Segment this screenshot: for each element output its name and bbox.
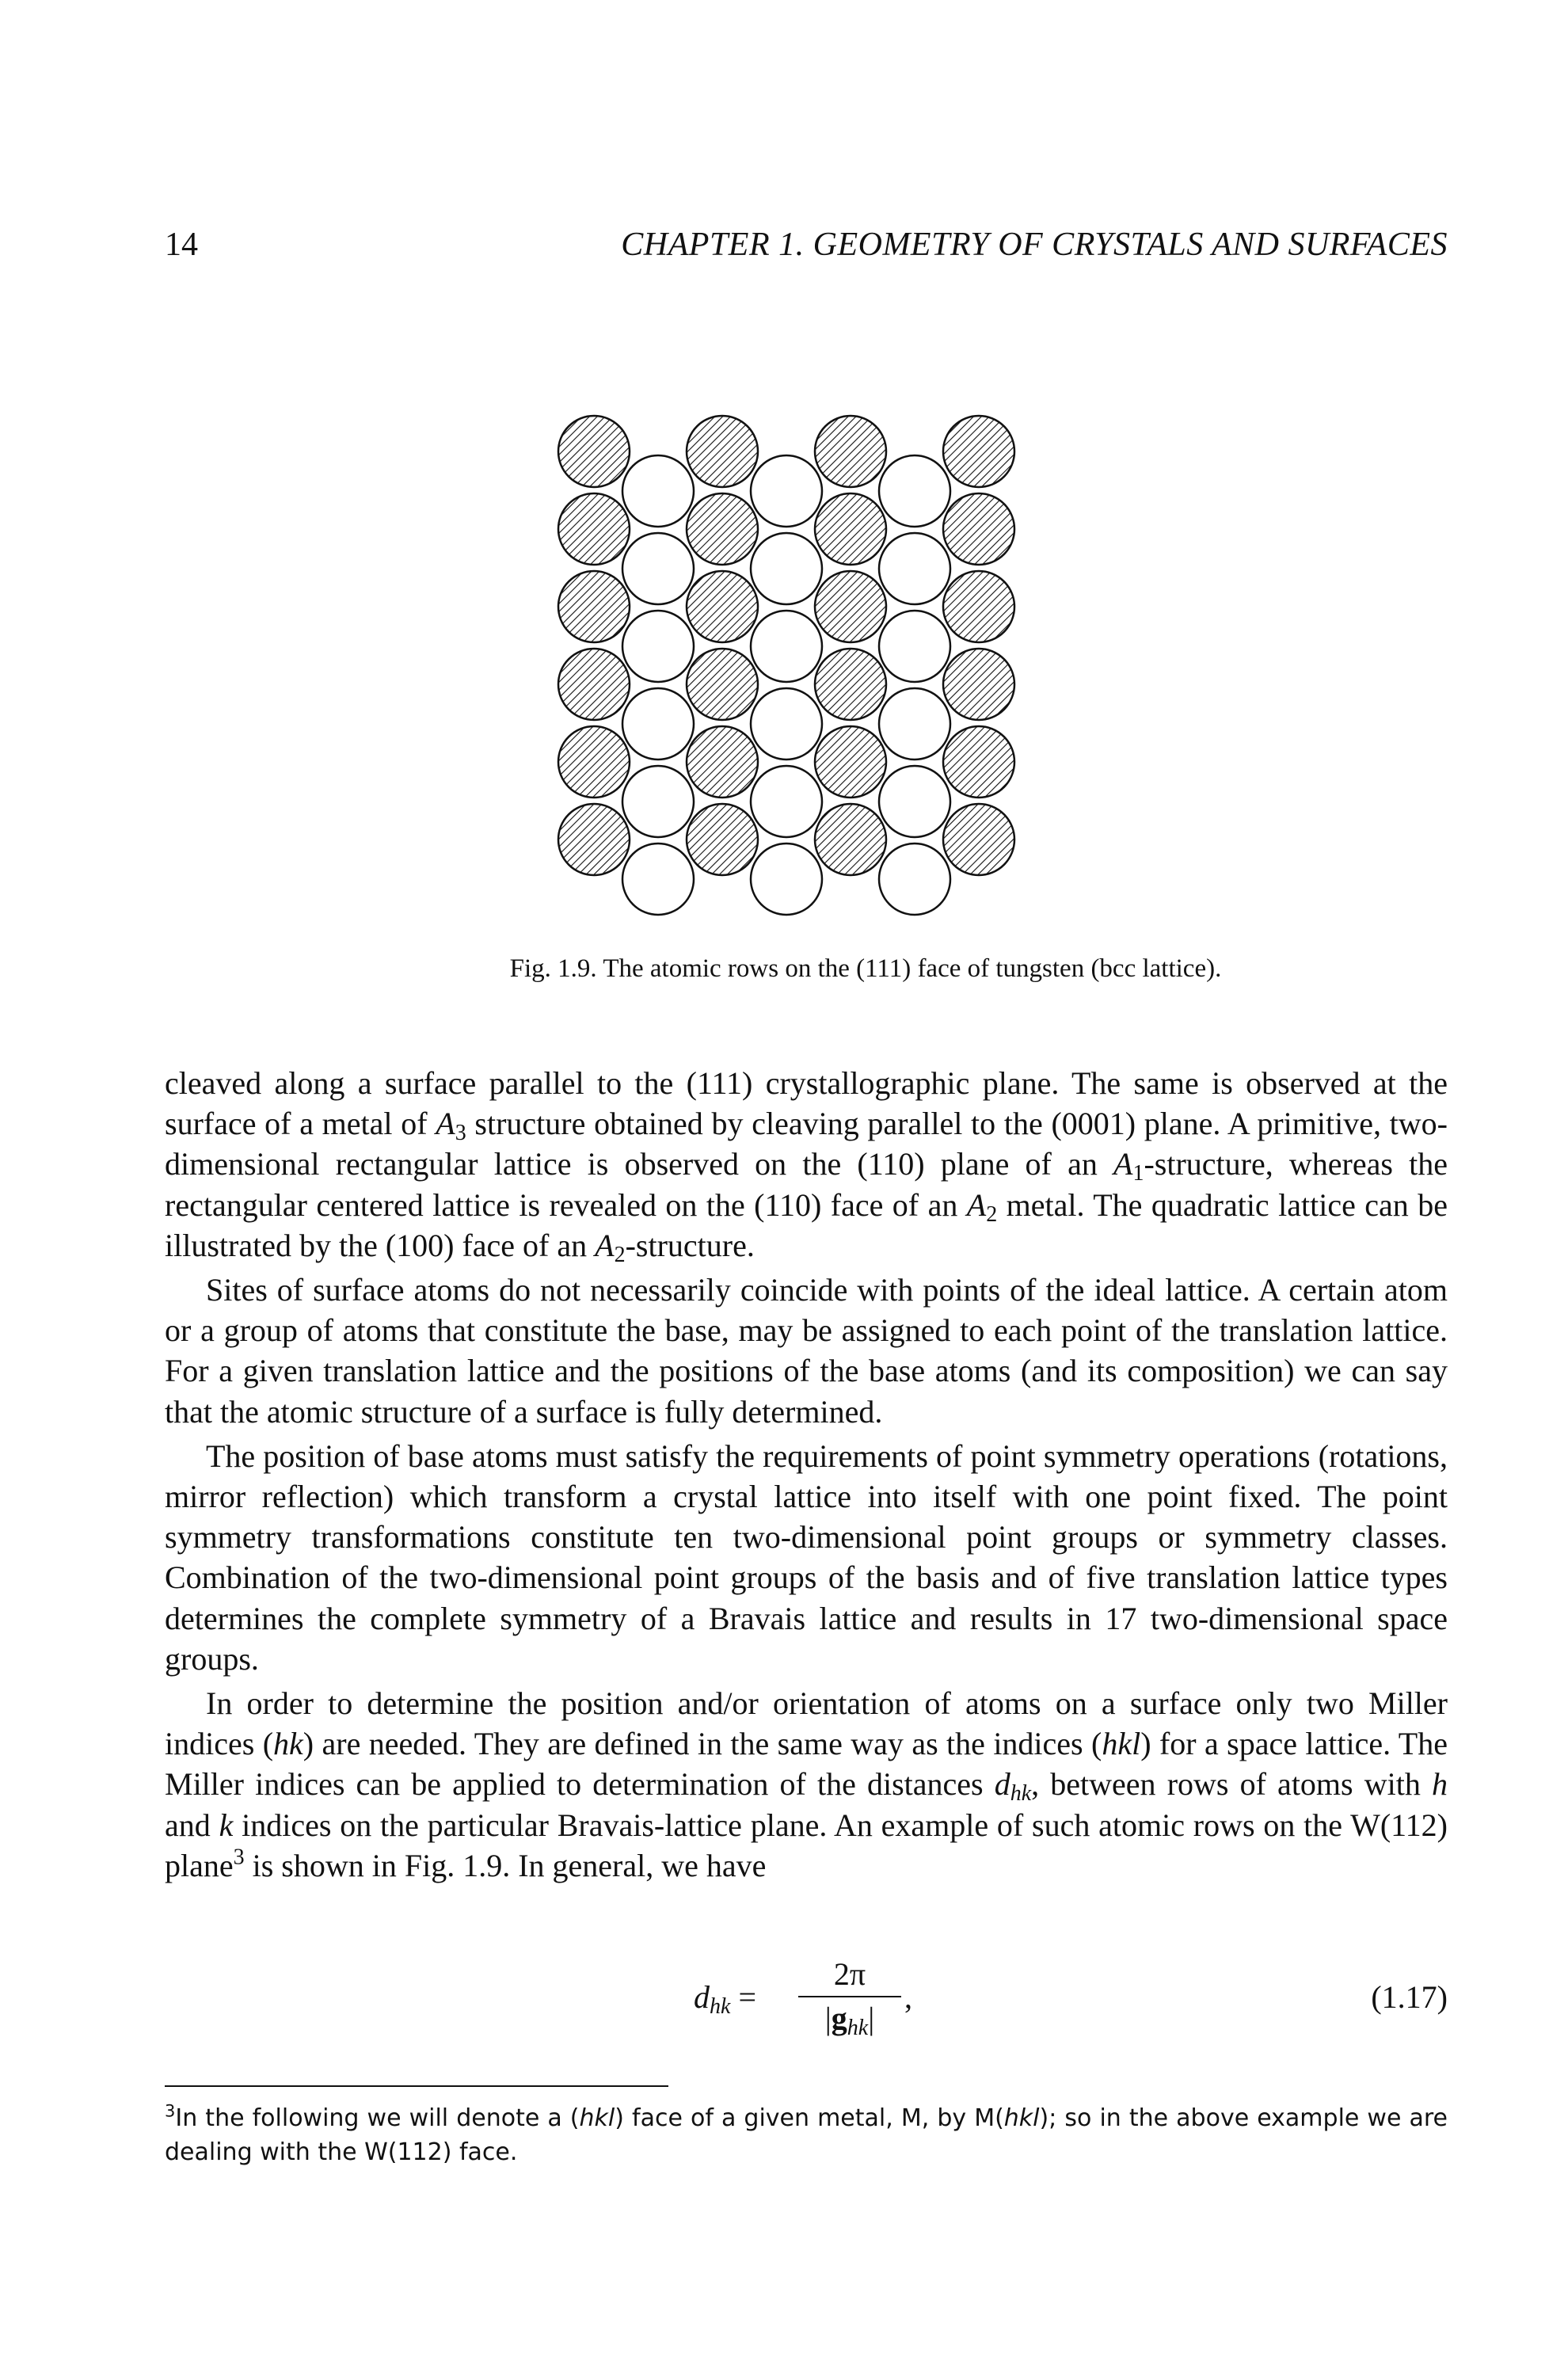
plain-atom: [622, 533, 694, 604]
plain-atom: [751, 611, 822, 682]
equation-1-17: [165, 1956, 1448, 2043]
hatched-atom: [687, 493, 758, 565]
plain-atom: [879, 766, 950, 837]
plain-atom: [751, 533, 822, 604]
plain-atom: [879, 533, 950, 604]
hatched-atom: [687, 649, 758, 720]
hatched-atom: [943, 571, 1014, 642]
fraction-bar: [798, 1996, 901, 1997]
hatched-atom: [943, 804, 1014, 875]
hatched-atom: [687, 416, 758, 487]
figure-caption: Fig. 1.9. The atomic rows on the (111) face of tungsten (bcc lattice).: [509, 954, 1222, 983]
hatched-atom: [815, 649, 886, 720]
hatched-atom: [687, 804, 758, 875]
plain-atom: [751, 843, 822, 915]
hatched-atom: [815, 571, 886, 642]
hatched-atom: [943, 649, 1014, 720]
plain-atom: [622, 455, 694, 527]
equation-numerator: 2π: [833, 1956, 866, 1992]
plain-atom: [879, 611, 950, 682]
hatched-atom: [943, 416, 1014, 487]
hatched-atom: [558, 571, 630, 642]
hatched-atom: [558, 493, 630, 565]
hatched-atom: [815, 416, 886, 487]
hatched-atom: [558, 649, 630, 720]
plain-atom: [751, 688, 822, 760]
hatched-atom: [687, 726, 758, 798]
running-head: CHAPTER 1. GEOMETRY OF CRYSTALS AND SURFACES: [621, 227, 1448, 263]
equation-comma: ,: [904, 1979, 912, 2015]
hatched-atom: [815, 726, 886, 798]
paragraph-3: The position of base atoms must satisfy the requirements of point symmetry operations (rotations, mirror reflection) which transform a crystal lattice into itself with one point fixed. The point symmetry transformations constitute ten two-dimensional point groups or symmetry classes. Combination of the two-dimensional point groups of the basis and of five translation lattice types determines the complete symmetry of a Bravais lattice and results in 17 two-dimensional space groups.: [165, 1437, 1448, 1677]
plain-atom: [622, 611, 694, 682]
hatched-atom: [943, 493, 1014, 565]
hatched-atom: [558, 804, 630, 875]
hatched-atom: [815, 804, 886, 875]
plain-atom: [622, 843, 694, 915]
equation-lhs: $d_{hk}$ =: [694, 1979, 756, 2019]
paragraph-2: Sites of surface atoms do not necessarily coincide with points of the ideal lattice. A certain atom or a group of atoms that constitute the base, may be assigned to each point of the translation lattice. For a given translation lattice and the positions of the base atoms (and its composition) we can say that the atomic structure of a surface is fully determined.: [165, 1272, 1448, 1430]
page-number: 14: [165, 227, 198, 263]
hatched-atom: [558, 416, 630, 487]
footnote: $^3$In the following we will denote a (hkl) face of a given metal, M, by M(hkl); so in the above example we are dealing with the W(112) face.: [165, 2101, 1448, 2166]
hatched-atom: [687, 571, 758, 642]
plain-atom: [879, 843, 950, 915]
plain-atom: [622, 766, 694, 837]
plain-atom: [751, 766, 822, 837]
plain-atom: [751, 455, 822, 527]
page-header: [165, 226, 1448, 273]
plain-atom: [622, 688, 694, 760]
figure-atomic-rows: [546, 412, 1037, 919]
equation-number: (1.17): [1371, 1979, 1448, 2015]
equation-fraction: [798, 1956, 901, 2040]
equation-denominator: $|g_{hk}|$: [824, 2001, 875, 2040]
paragraph-4: In order to determine the position and/or orientation of atoms on a surface only two Miller indices (hk) are needed. They are defined in the same way as the indices (hkl) for a space lattice. The Miller indices can be applied to determination of the distances $d_{hk}$, between rows of atoms with h and k indices on the particular Bravais-lattice plane. An example of such atomic rows on the W(112) plane$^3$ is shown in Fig. 1.9. In general, we have: [165, 1685, 1448, 1883]
hatched-atom: [943, 726, 1014, 798]
plain-atom: [879, 455, 950, 527]
paragraph-1: cleaved along a surface parallel to the (111) crystallographic plane. The same is observed at the surface of a metal of $A_3$ structure obtained by cleaving parallel to the (0001) plane. A primitive, two-dimensional rectangular lattice is observed on the (110) plane of an $A_1$-structure, whereas the rectangular centered lattice is revealed on the (110) face of an $A_2$ metal. The quadratic lattice can be illustrated by the (100) face of an $A_2$-structure.: [165, 1065, 1448, 1267]
footnote-rule: [165, 2085, 668, 2087]
plain-atom: [879, 688, 950, 760]
hatched-atom: [558, 726, 630, 798]
body-text: [165, 1063, 1448, 1886]
lattice-diagram: [546, 412, 1037, 919]
hatched-atom: [815, 493, 886, 565]
